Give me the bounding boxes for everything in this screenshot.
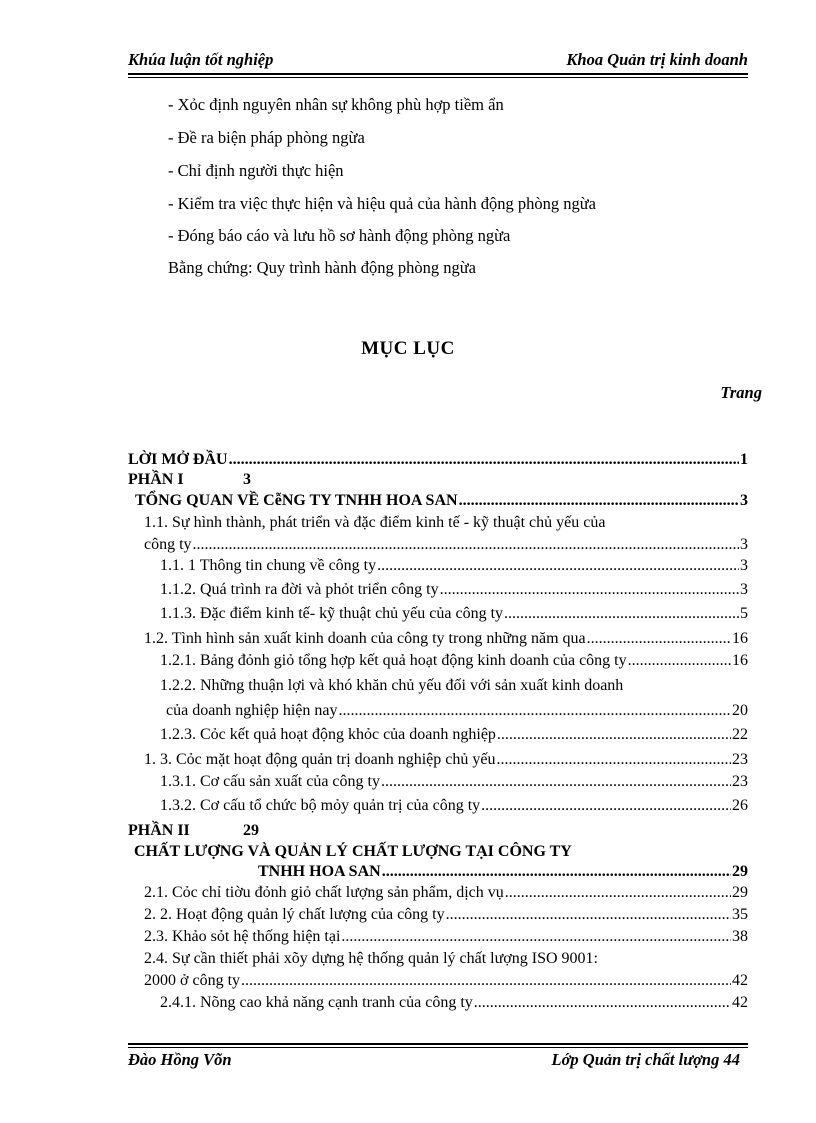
toc-part-1[interactable]: PHẦN I 3 (128, 471, 251, 488)
toc-entry-2-3[interactable]: 2.3. Khảo sỏt hệ thống hiện tại ..... 38 (144, 928, 748, 946)
toc-entry-1-1-3[interactable]: 1.1.3. Đặc điểm kinh tế- kỹ thuật chủ yếu của công ty ..... 5 (160, 605, 748, 623)
page-header (128, 50, 748, 72)
toc-title: MỤC LỤC (361, 338, 455, 359)
bullet-item: - Chỉ định người thực hiện (168, 161, 344, 180)
toc-entry-part2-title-line1[interactable]: CHẤT LƯỢNG VÀ QUẢN LÝ CHẤT LƯỢNG TẠI CÔNG TY (134, 843, 572, 860)
header-thesis-label: Khúa luận tốt nghiệp (128, 50, 274, 69)
bullet-item: - Đóng báo cáo và lưu hồ sơ hành động phòng ngừa (168, 226, 511, 245)
toc-entry-1-2-2-line1[interactable]: 1.2.2. Những thuận lợi và khó khăn chủ yếu đối với sản xuất kinh doanh (160, 677, 624, 694)
toc-entry-part1-title[interactable]: TỔNG QUAN VỀ CễNG TY TNHH HOA SAN ..... 3 (135, 492, 748, 510)
toc-entry-1-2-1[interactable]: 1.2.1. Bảng đỏnh giỏ tổng hợp kết quả hoạt động kinh doanh của công ty ..... 16 (160, 652, 748, 670)
toc-entry-2-4-1[interactable]: 2.4.1. Nõng cao khả năng cạnh tranh của công ty ..... 42 (160, 994, 748, 1012)
toc-entry-intro[interactable]: LỜI MỞ ĐẦU ..... 1 (128, 451, 748, 469)
page-footer (128, 1050, 748, 1072)
bullet-item: - Kiểm tra việc thực hiện và hiệu quả của hành động phòng ngừa (168, 194, 596, 213)
header-rule-thick (128, 73, 748, 75)
toc-entry-1-1-1[interactable]: 1.1. 1 Thông tin chung về công ty ..... 3 (160, 557, 748, 575)
toc-entry-1-1-2[interactable]: 1.1.2. Quá trình ra đời và phỏt triển công ty ..... 3 (160, 581, 748, 599)
toc-entry-2-2[interactable]: 2. 2. Hoạt động quản lý chất lượng của công ty ..... 35 (144, 906, 748, 924)
toc-entry-2-4[interactable]: 2000 ở công ty ..... 42 (144, 972, 748, 990)
toc-entry-1-1[interactable]: công ty ..... 3 (144, 536, 748, 554)
toc-entry-1-2[interactable]: 1.2. Tình hình sản xuất kinh doanh của công ty trong những năm qua ..... 16 (144, 630, 748, 648)
footer-author: Đào Hồng Võn (128, 1050, 232, 1069)
toc-entry-1-3-1[interactable]: 1.3.1. Cơ cấu sản xuất của công ty ..... 23 (160, 773, 748, 791)
toc-part-2[interactable]: PHẦN II 29 (128, 822, 259, 839)
footer-rule-thick (128, 1043, 748, 1045)
toc-entry-1-3[interactable]: 1. 3. Cỏc mặt hoạt động quản trị doanh nghiệp chủ yếu ..... 23 (144, 751, 748, 769)
footer-class: Lớp Quản trị chất lượng 44 (551, 1050, 740, 1069)
toc-entry-2-1[interactable]: 2.1. Cỏc chỉ tiờu đỏnh giỏ chất lượng sản phẩm, dịch vụ ..... 29 (144, 884, 748, 902)
evidence-line: Bằng chứng: Quy trình hành động phòng ngừa (168, 258, 476, 277)
footer-rule-thin (128, 1047, 748, 1048)
toc-page-column-label: Trang (720, 383, 762, 402)
toc-entry-2-4-line1[interactable]: 2.4. Sự cần thiết phải xõy dựng hệ thống quản lý chất lượng ISO 9001: (144, 950, 598, 967)
toc-entry-1-3-2[interactable]: 1.3.2. Cơ cấu tổ chức bộ mỏy quản trị của công ty ..... 26 (160, 797, 748, 815)
toc-entry-1-2-2[interactable]: của doanh nghiệp hiện nay ..... 20 (166, 702, 748, 720)
header-faculty-label: Khoa Quản trị kinh doanh (566, 50, 748, 69)
bullet-item: - Xỏc định nguyên nhân sự không phù hợp tiềm ẩn (168, 95, 504, 114)
bullet-item: - Đề ra biện pháp phòng ngừa (168, 128, 365, 147)
toc-entry-1-2-3[interactable]: 1.2.3. Cỏc kết quả hoạt động khỏc của doanh nghiệp ..... 22 (160, 726, 748, 744)
toc-entry-part2-title[interactable]: TNHH HOA SAN ..... 29 (258, 863, 748, 881)
toc-entry-1-1-line1[interactable]: 1.1. Sự hình thành, phát triển và đặc điểm kinh tế - kỹ thuật chủ yếu của (144, 514, 606, 531)
header-rule-thin (128, 77, 748, 78)
